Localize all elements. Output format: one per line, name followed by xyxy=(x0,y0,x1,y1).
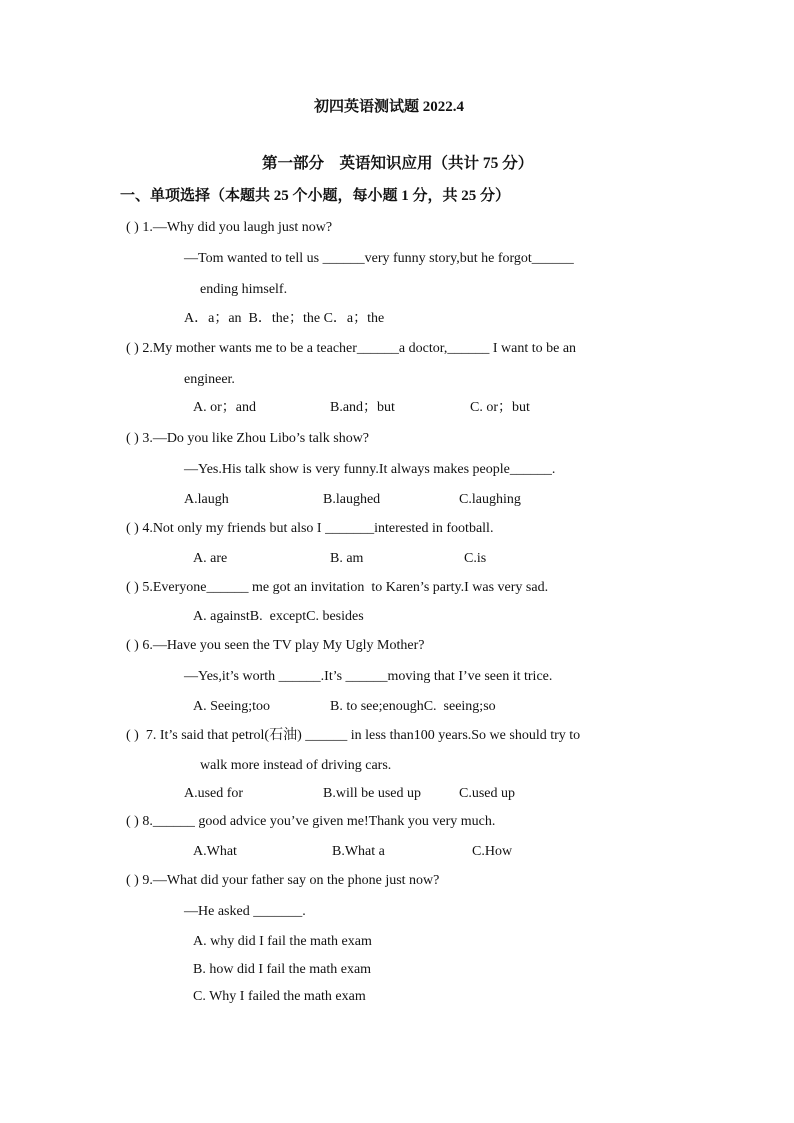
question-stem: ( ) 6.—Have you seen the TV play My Ugly Mother? xyxy=(126,638,425,653)
option-b: B.and；but xyxy=(330,400,395,415)
option-c: C. Why I failed the math exam xyxy=(193,989,366,1004)
question-line: —Tom wanted to tell us ______very funny story,but he forgot______ xyxy=(184,251,574,266)
option-b: B.will be used up xyxy=(323,786,421,801)
part-heading: 第一部分 英语知识应用（共计 75 分） xyxy=(262,155,534,172)
question-stem: ( ) 1.—Why did you laugh just now? xyxy=(126,220,333,235)
option-b: B. how did I fail the math exam xyxy=(193,962,372,977)
option-c: C.is xyxy=(464,551,487,566)
answer-options: A. againstB. exceptC. besides xyxy=(193,609,364,624)
question-stem: ( ) 7. It’s said that petrol(石油) ______ in less than100 years.So we should try to xyxy=(126,728,581,743)
option-a: A. or；and xyxy=(193,400,256,415)
question-stem: ( ) 8.______ good advice you’ve given me!Thank you very much. xyxy=(126,814,496,829)
option-a: A.laugh xyxy=(184,492,229,507)
answer-options: A．a；an B．the；the C．a；the xyxy=(184,311,385,326)
question-stem: ( ) 5.Everyone______ me got an invitation to Karen’s party.I was very sad. xyxy=(126,580,549,595)
option-b: B.laughed xyxy=(323,492,381,507)
question-line: —Yes,it’s worth ______.It’s ______moving that I’ve seen it trice. xyxy=(184,669,553,684)
option-b: B.What a xyxy=(332,844,385,859)
option-c: C.laughing xyxy=(459,492,521,507)
question-line: ending himself. xyxy=(200,282,288,297)
option-a: A.used for xyxy=(184,786,244,801)
question-line: walk more instead of driving cars. xyxy=(200,758,392,773)
section-heading: 一、单项选择（本题共 25 个小题，每小题 1 分，共 25 分） xyxy=(120,188,511,204)
question-stem: ( ) 4.Not only my friends but also I _______interested in football. xyxy=(126,521,494,536)
option-a: A. Seeing;too xyxy=(193,699,270,714)
question-line: engineer. xyxy=(184,372,235,387)
option-a: A. why did I fail the math exam xyxy=(193,934,372,949)
option-bc: B. to see;enoughC. seeing;so xyxy=(330,699,496,714)
option-c: C. or；but xyxy=(470,400,530,415)
question-stem: ( ) 3.—Do you like Zhou Libo’s talk show? xyxy=(126,431,370,446)
option-a: A. are xyxy=(193,551,228,566)
question-stem: ( ) 2.My mother wants me to be a teacher______a doctor,______ I want to be an xyxy=(126,341,577,356)
option-a: A.What xyxy=(193,844,237,859)
option-b: B. am xyxy=(330,551,364,566)
question-line: —He asked _______. xyxy=(184,904,306,919)
question-line: —Yes.His talk show is very funny.It always makes people______. xyxy=(184,462,556,477)
option-c: C.used up xyxy=(459,786,515,801)
option-c: C.How xyxy=(472,844,513,859)
page-title: 初四英语测试题 2022.4 xyxy=(314,99,465,115)
question-stem: ( ) 9.—What did your father say on the phone just now? xyxy=(126,873,440,888)
